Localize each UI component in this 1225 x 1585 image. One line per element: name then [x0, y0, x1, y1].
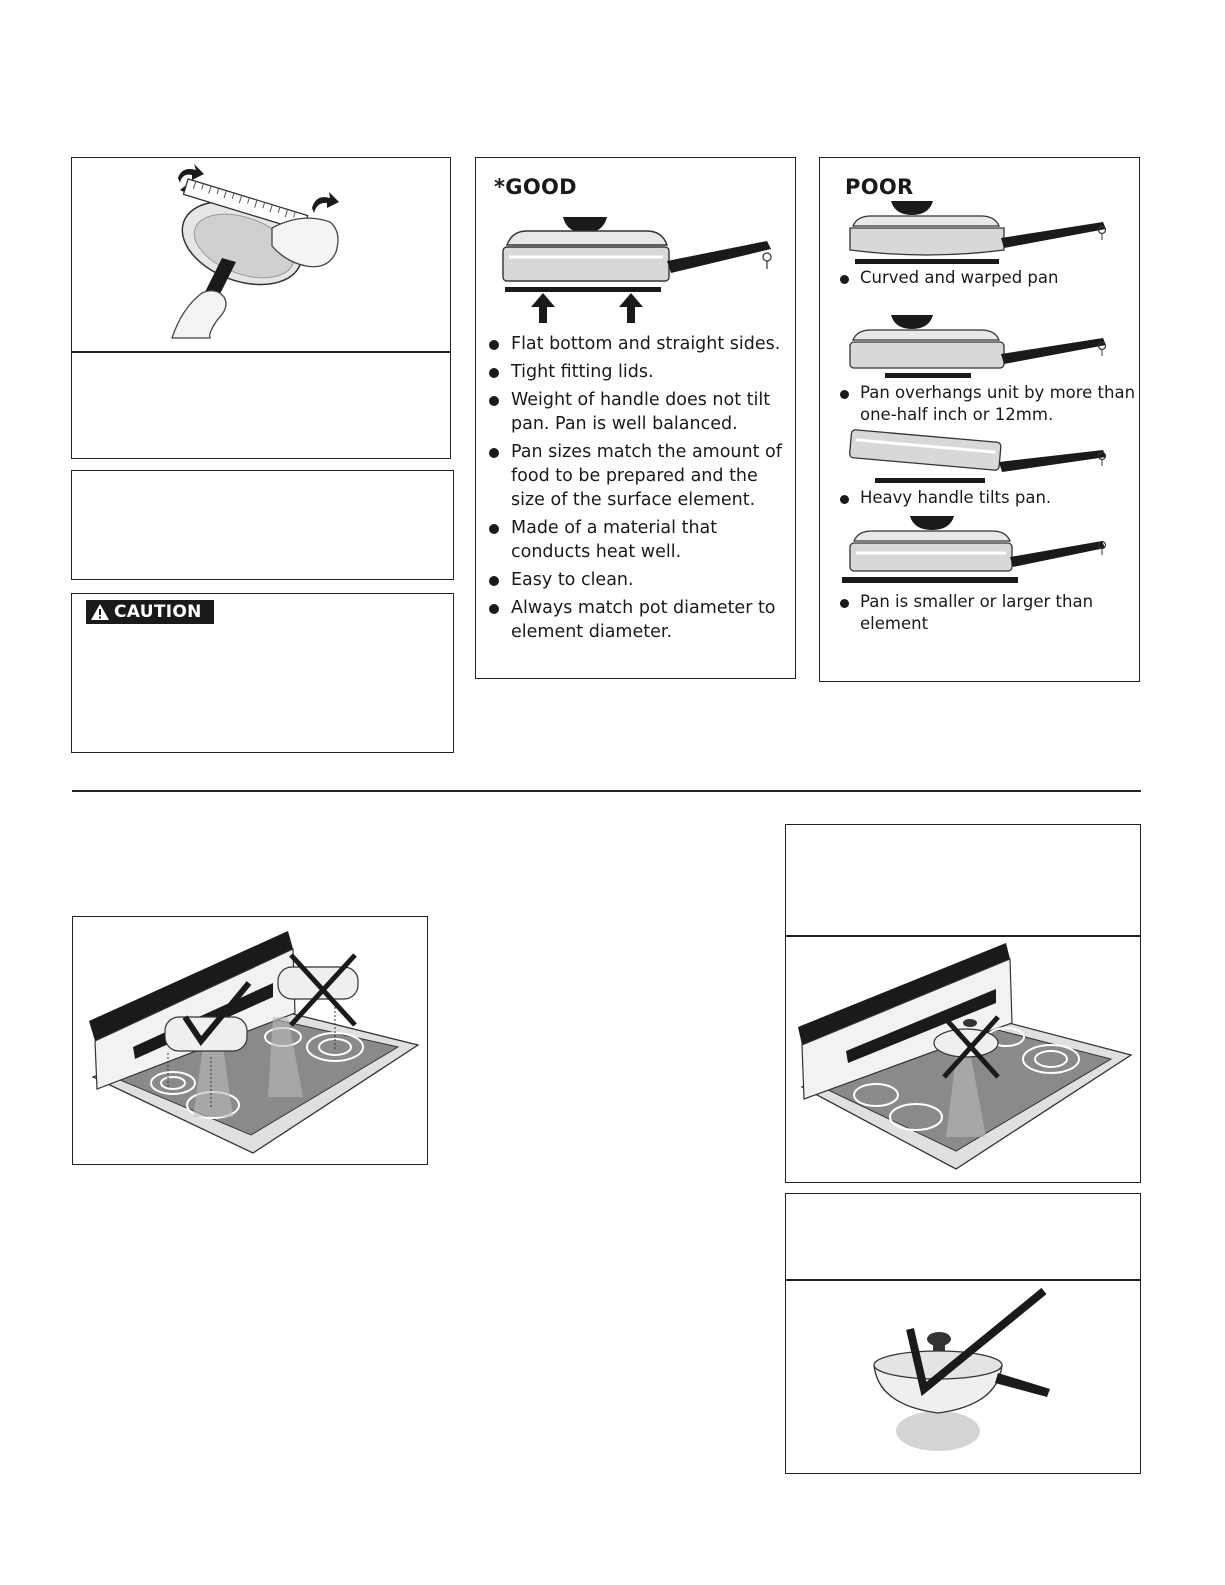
pan-flatness-test-box — [71, 157, 451, 459]
poor-caption: Pan overhangs unit by more than one-half inch or 12mm. — [838, 382, 1150, 426]
ruler-test-illustration — [72, 158, 450, 348]
list-item: Flat bottom and straight sides. — [489, 332, 784, 356]
cooktop-center-box — [785, 824, 1141, 1183]
good-pan-illustration — [495, 205, 785, 325]
caution-label — [86, 600, 214, 624]
info-box — [71, 470, 454, 580]
cooktop-placement-illustration — [73, 917, 426, 1163]
up-arrow-icon — [531, 293, 643, 323]
size-mismatch-pan-illustration — [842, 513, 1112, 585]
warning-triangle-icon — [90, 603, 110, 621]
warped-pan-illustration — [845, 198, 1115, 268]
wok-illustration — [786, 1281, 1139, 1473]
section-divider — [72, 790, 1141, 792]
tilting-pan-illustration — [845, 428, 1115, 488]
list-item: Easy to clean. — [489, 568, 784, 592]
list-item: Tight fitting lids. — [489, 360, 784, 384]
good-list — [489, 332, 784, 648]
poor-caption: Curved and warped pan — [838, 267, 1150, 289]
good-heading: *GOOD — [494, 175, 577, 199]
cooktop-center-illustration — [786, 937, 1139, 1182]
poor-heading: POOR — [845, 175, 914, 199]
poor-caption: Heavy handle tilts pan. — [838, 487, 1150, 509]
cooktop-placement-box — [72, 916, 428, 1165]
poor-caption: Pan is smaller or larger than element — [838, 591, 1120, 635]
wok-box — [785, 1193, 1141, 1474]
box-divider — [72, 351, 450, 353]
rotate-arrow-icon — [312, 192, 339, 213]
list-item: Pan sizes match the amount of food to be prepared and the size of the surface element. — [489, 440, 784, 512]
list-item: Made of a material that conducts heat well. — [489, 516, 784, 564]
overhang-pan-illustration — [845, 312, 1115, 382]
list-item: Weight of handle does not tilt pan. Pan is well balanced. — [489, 388, 784, 436]
caution-text: CAUTION — [114, 602, 202, 622]
list-item: Always match pot diameter to element diameter. — [489, 596, 784, 644]
